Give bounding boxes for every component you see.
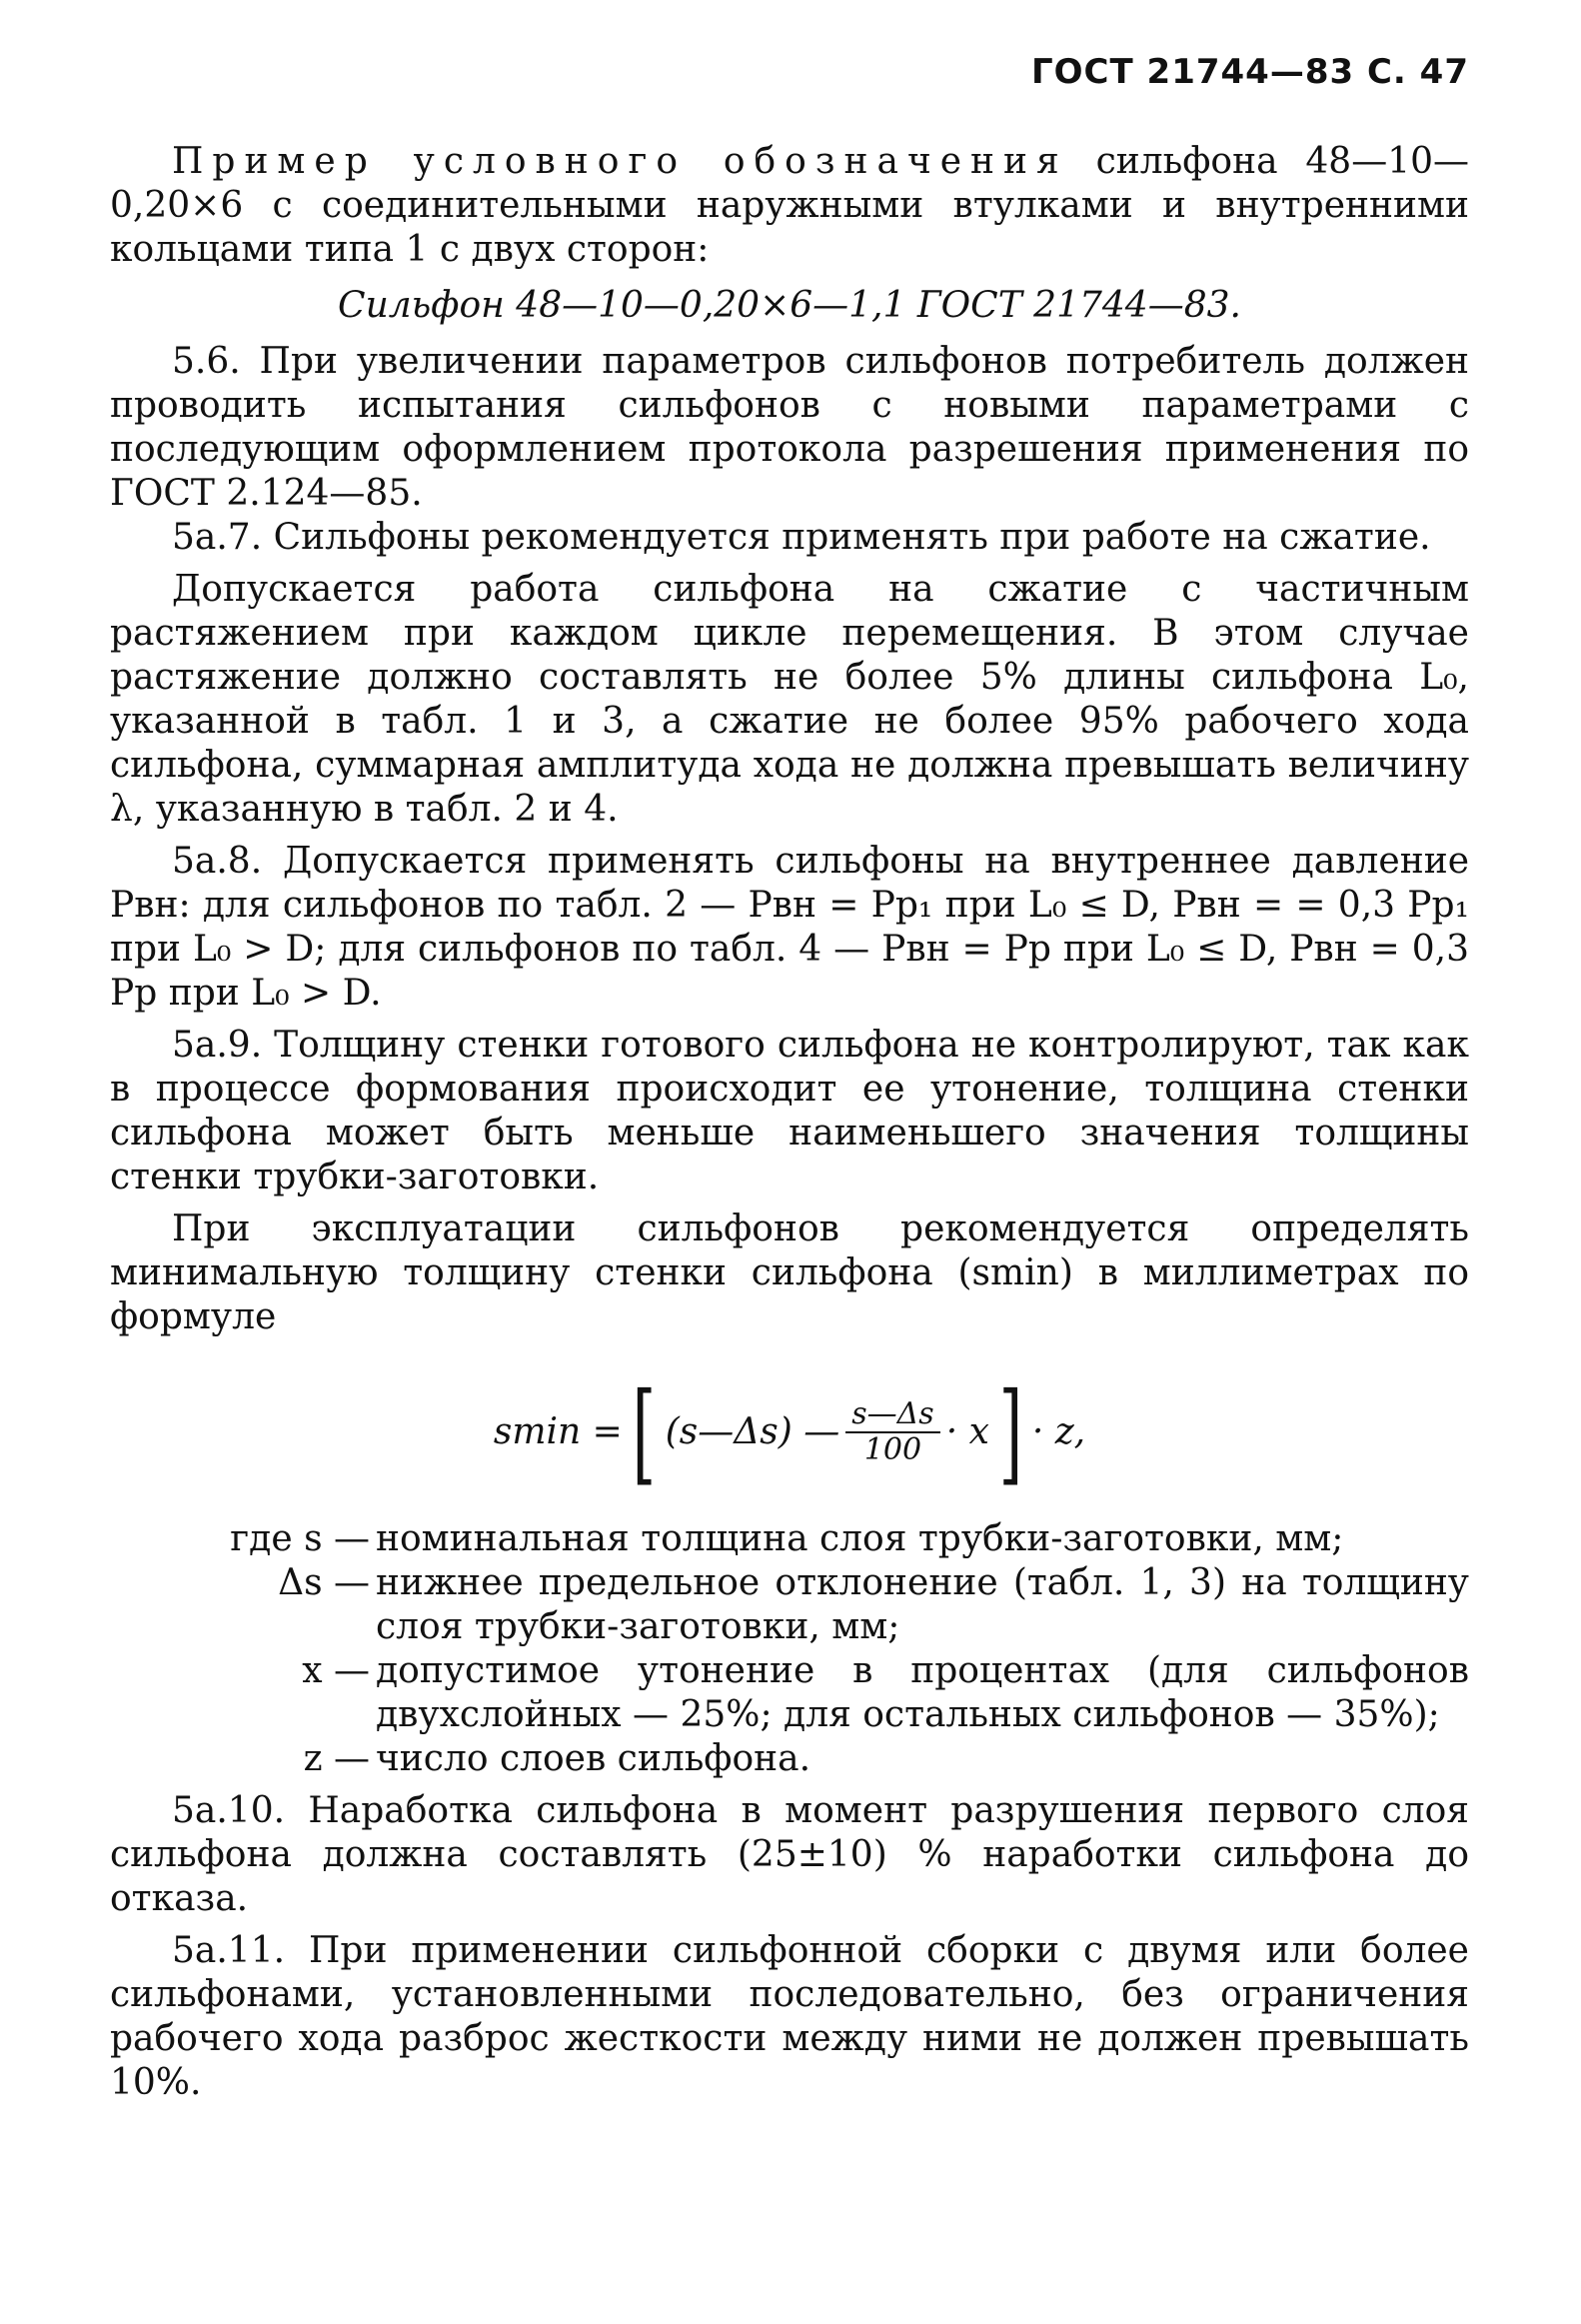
legend-description: допустимое утонение в процентах (для сильфонов двухслойных — 25%; для остальных сильфонов — 35%); bbox=[376, 1650, 1469, 1735]
legend-symbol: z — bbox=[303, 1738, 370, 1779]
example-paragraph bbox=[110, 140, 1469, 272]
document-page bbox=[110, 0, 1469, 2324]
formula-lhs: smin = bbox=[493, 1411, 623, 1452]
clause-5a-11: 5а.11. При применении сильфонной сборки с двумя или более сильфонами, установленными последовательно, без ограничения рабочего хода разброс жесткости между ними не должен превышать 10%. bbox=[110, 1930, 1469, 2103]
legend-item bbox=[110, 1561, 1469, 1649]
clause-5-6: 5.6. При увеличении параметров сильфонов потребитель должен проводить испытания сильфонов с новыми параметрами с последующим оформлением протокола разрешения применения по ГОСТ 2.124—85. bbox=[110, 341, 1469, 514]
page-header: ГОСТ 21744—83 С. 47 bbox=[1030, 52, 1469, 92]
legend-description: номинальная толщина слоя трубки-заготовки, мм; bbox=[376, 1518, 1344, 1559]
paragraph-operation: При эксплуатации сильфонов рекомендуется определять минимальную толщину стенки сильфона (smin) в миллиметрах по формуле bbox=[110, 1208, 1469, 1337]
legend-item bbox=[110, 1649, 1469, 1737]
formula-left-bracket: [ bbox=[632, 1368, 657, 1496]
formula-x: · x bbox=[945, 1411, 989, 1452]
legend-symbol: Δs — bbox=[278, 1562, 370, 1603]
clause-5a-10: 5а.10. Наработка сильфона в момент разрушения первого слоя сильфона должна составлять (25±10) % наработки сильфона до отказа. bbox=[110, 1790, 1469, 1919]
formula-right-bracket: ] bbox=[998, 1368, 1023, 1496]
formula-fraction bbox=[845, 1397, 939, 1467]
clause-5a-8: 5а.8. Допускается применять сильфоны на внутреннее давление Pвн: для сильфонов по табл. 2 — Pвн = Pp₁ при L₀ ≤ D, Pвн = = 0,3 Pp₁ при L₀ > D; для сильфонов по табл. 4 — Pвн = Pp при L₀ ≤ D, Pвн = 0,3 Pp при L₀ > D. bbox=[110, 841, 1469, 1014]
body-text bbox=[110, 140, 1469, 2105]
formula-numerator: s—Δs bbox=[845, 1397, 939, 1433]
formula-term1: (s—Δs) — bbox=[665, 1411, 840, 1452]
legend-item bbox=[110, 1737, 1469, 1781]
example-intro-spaced: Пример условного обозначения bbox=[172, 141, 1068, 182]
formula-tail: · z, bbox=[1031, 1411, 1086, 1452]
formula-denominator: 100 bbox=[863, 1432, 922, 1467]
legend-symbol: где s — bbox=[230, 1518, 370, 1559]
example-intro-rest: сильфона 48—10—0,20×6 с соединительными наружными втулками и внутренними кольцами типа 1 с двух сторон: bbox=[110, 141, 1470, 270]
formula-smin bbox=[110, 1357, 1469, 1507]
designation-example: Сильфон 48—10—0,20×6—1,1 ГОСТ 21744—83. bbox=[338, 285, 1241, 326]
legend-description: нижнее предельное отклонение (табл. 1, 3) на толщину слоя трубки-заготовки, мм; bbox=[376, 1562, 1469, 1647]
paragraph-allowed-tension: Допускается работа сильфона на сжатие с частичным растяжением при каждом цикле перемещения. В этом случае растяжение должно составлять не более 5% длины сильфона L₀, указанной в табл. 1 и 3, а сжатие не более 95% рабочего хода сильфона, суммарная амплитуда хода не должна превышать величину λ, указанную в табл. 2 и 4. bbox=[110, 569, 1469, 830]
legend-item bbox=[110, 1517, 1469, 1561]
legend-description: число слоев сильфона. bbox=[376, 1738, 811, 1779]
clause-5a-9: 5а.9. Толщину стенки готового сильфона не контролируют, так как в процессе формования происходит ее утонение, толщина стенки сильфона может быть меньше наименьшего значения толщины стенки трубки-заготовки. bbox=[110, 1025, 1469, 1197]
clause-5a-7: 5а.7. Сильфоны рекомендуется применять при работе на сжатие. bbox=[172, 517, 1431, 558]
legend-symbol: x — bbox=[302, 1650, 370, 1691]
